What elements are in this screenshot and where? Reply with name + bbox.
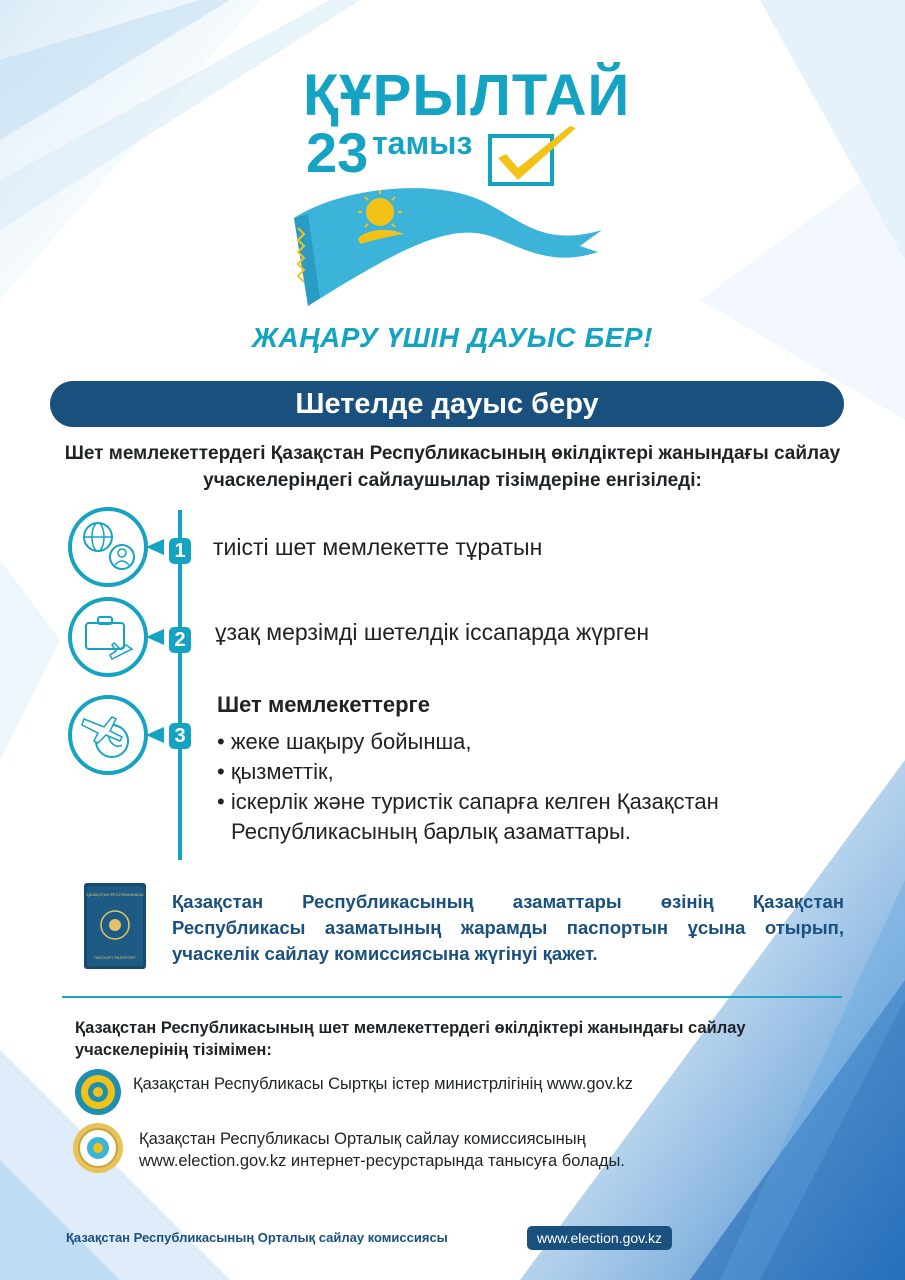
sun-icon bbox=[366, 198, 394, 226]
cec-resource-line-1: Қазақстан Республикасы Орталық сайлау комиссиясының bbox=[139, 1130, 586, 1148]
steps-timeline bbox=[60, 505, 220, 865]
step-3-title: Шет мемлекеттерге bbox=[217, 692, 430, 717]
logo-date-month: тамыз bbox=[372, 125, 473, 161]
step-2-text: ұзақ мерзімді шетелдік іссапарда жүрген bbox=[215, 619, 650, 645]
footer-url-link[interactable]: www.election.gov.kz bbox=[527, 1226, 672, 1250]
bullet-item: Республикасының барлық азаматтары. bbox=[231, 819, 631, 844]
section-banner: Шетелде дауыс беру bbox=[50, 381, 844, 427]
svg-text:ПАСПОРТ PASSPORT: ПАСПОРТ PASSPORT bbox=[94, 955, 136, 960]
cec-resource-text bbox=[139, 1128, 625, 1172]
bullet-item: • жеке шақыру бойынша, bbox=[217, 729, 472, 754]
step-3-bullets bbox=[217, 727, 719, 847]
step-3-badge: 3 bbox=[169, 723, 191, 749]
cec-resource-line-2: www.election.gov.kz интернет-ресурстарында танысуға болады. bbox=[139, 1152, 625, 1170]
bullet-item: • іскерлік және туристік сапарға келген Қазақстан bbox=[217, 789, 719, 814]
mfa-resource-text: Қазақстан Республикасы Сыртқы істер министрлігінің www.gov.kz bbox=[133, 1075, 633, 1093]
svg-text:ҚАЗАҚСТАН РЕСПУБЛИКАСЫ: ҚАЗАҚСТАН РЕСПУБЛИКАСЫ bbox=[86, 892, 144, 897]
step-1-text: тиісті шет мемлекетте тұратын bbox=[213, 534, 543, 560]
logo-title: ҚҰРЫЛТАЙ bbox=[303, 63, 631, 128]
footer-org: Қазақстан Республикасының Орталық сайлау комиссиясы bbox=[66, 1230, 448, 1245]
bullet-item: • қызметтік, bbox=[217, 759, 334, 784]
briefcase-plane-icon bbox=[70, 599, 146, 675]
logo-date-number: 23 bbox=[306, 121, 369, 184]
step-1-badge: 1 bbox=[169, 538, 191, 564]
mfa-emblem-icon bbox=[74, 1068, 122, 1116]
slogan: ЖАҢАРУ ҮШІН ДАУЫС БЕР! bbox=[252, 322, 653, 353]
globe-person-icon bbox=[70, 509, 146, 585]
cec-emblem-icon bbox=[72, 1122, 124, 1174]
intro-text: Шет мемлекеттердегі Қазақстан Республикасының өкілдіктері жанындағы сайлау учаскелеріндегі сайлаушылар тізімдеріне енгізіледі: bbox=[64, 443, 841, 491]
passport-notice: Қазақстан Республикасының азаматтары өзінің Қазақстан Республикасы азаматының жарамды паспортын ұсына отырып, учаскелік сайлау комиссиясына жүгінуі қажет. bbox=[172, 891, 844, 964]
step-2-badge: 2 bbox=[169, 627, 191, 653]
list-heading: Қазақстан Республикасының шет мемлекеттердегі өкілдіктері жанындағы сайлау учаскелерінің тізімімен: bbox=[75, 1019, 746, 1059]
plane-globe-icon bbox=[70, 697, 146, 773]
passport-icon bbox=[84, 883, 146, 969]
divider bbox=[62, 996, 842, 998]
